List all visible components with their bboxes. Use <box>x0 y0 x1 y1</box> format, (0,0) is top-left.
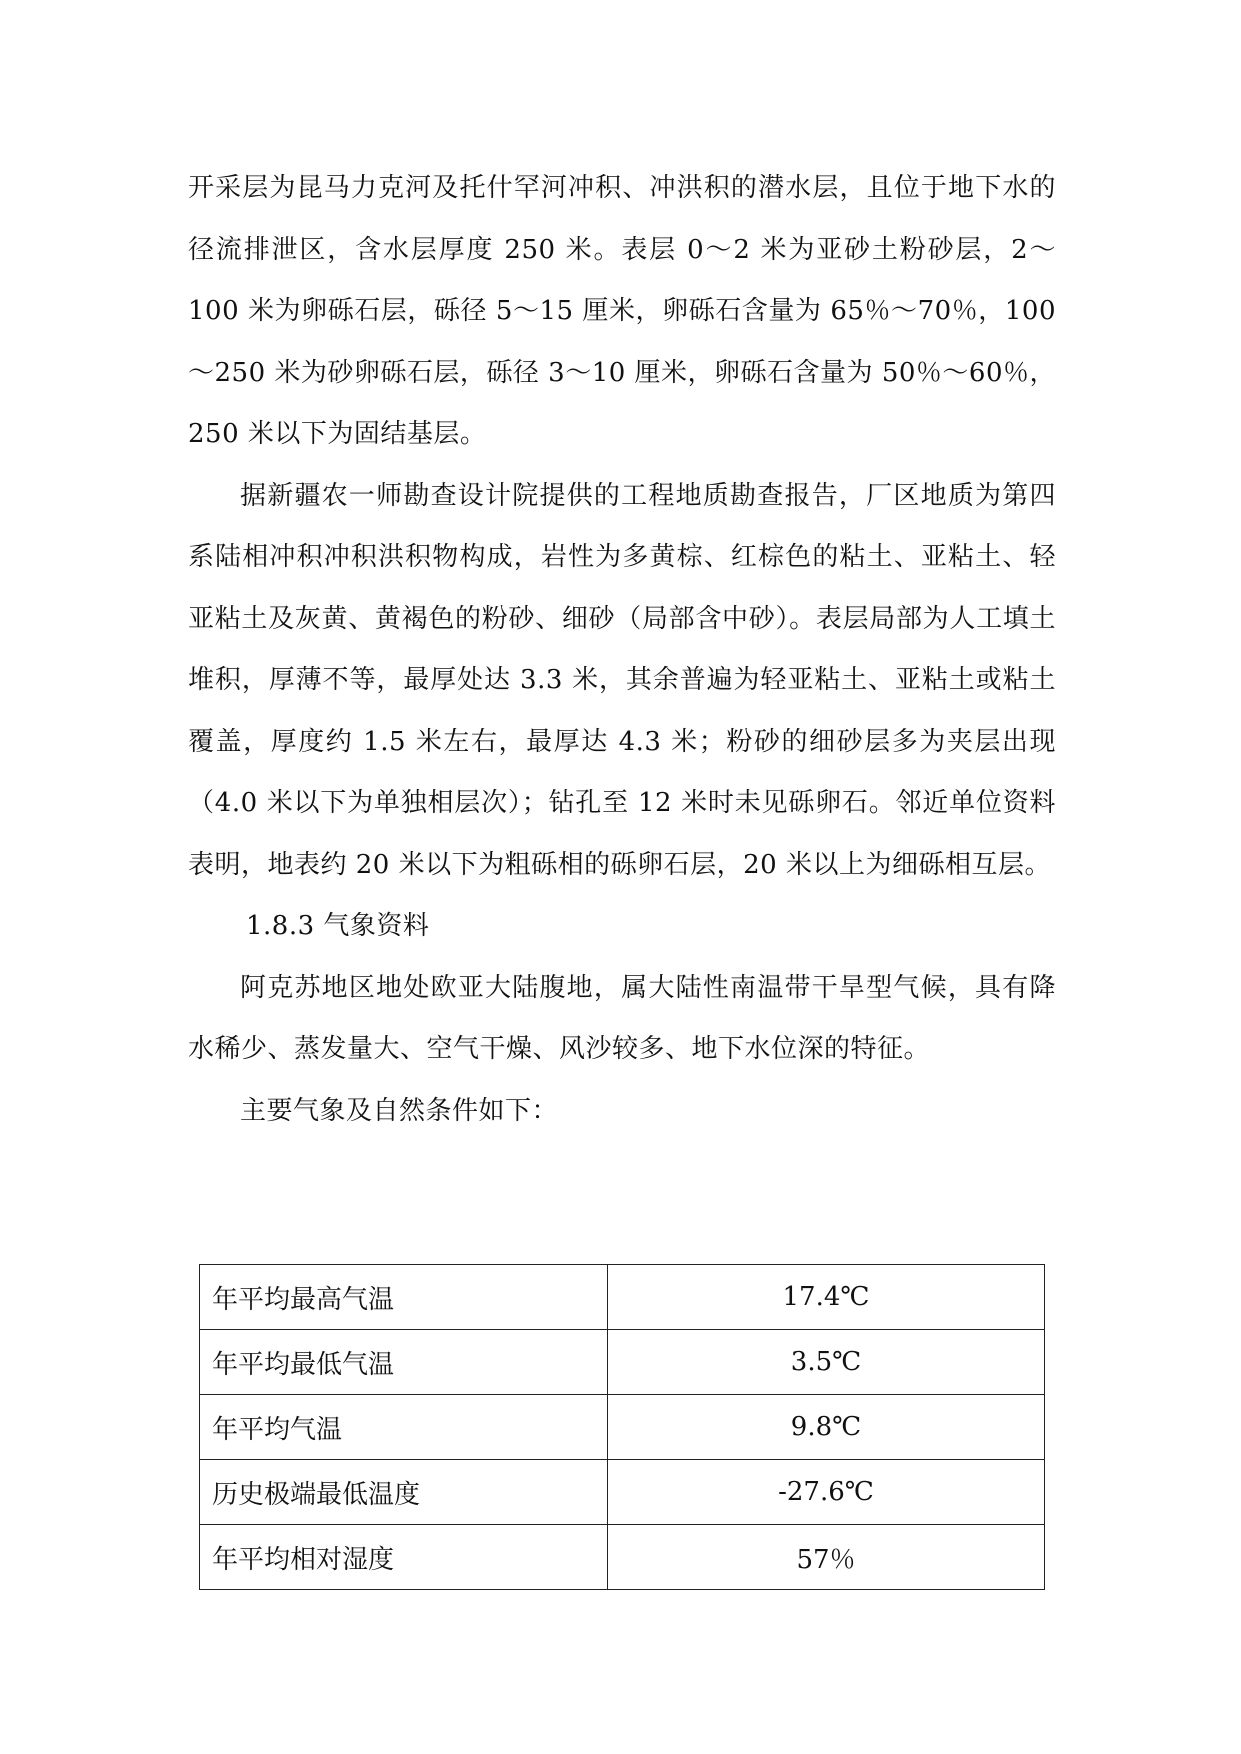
table-row <box>200 1330 1045 1395</box>
section-heading: 1.8.3 气象资料 <box>246 911 430 941</box>
row-label: 年平均最低气温 <box>200 1330 608 1395</box>
paragraph-geology: 据新疆农一师勘查设计院提供的工程地质勘查报告，厂区地质为第四系陆相冲积冲积洪积物构成，岩性为多黄棕、红棕色的粘土、亚粘土、轻亚粘土及灰黄、黄褐色的粉砂、细砂（局部含中砂）。表层局部为人工填土堆积，厚薄不等，最厚处达 3.3 米，其余普遍为轻亚粘土、亚粘土或粘土覆盖，厚度约 1.5 米左右，最厚达 4.3 米；粉砂的细砂层多为夹层出现（4.0 米以下为单独相层次）；钻孔至 12 米时未见砾卵石。邻近单位资料表明，地表约 20 米以下为粗砾相的砾卵石层，20 米以上为细砾相互层。 <box>188 480 1056 880</box>
climate-table <box>199 1264 1045 1590</box>
paragraph-aquifer: 开采层为昆马力克河及托什罕河冲积、冲洪积的潜水层，且位于地下水的径流排泄区，含水层厚度 250 米。表层 0～2 米为亚砂土粉砂层，2～100 米为卵砾石层，砾径 5～15 厘米，卵砾石含量为 65％～70％，100～250 米为砂卵砾石层，砾径 3～10 厘米，卵砾石含量为 50％～60％，250 米以下为固结基层。 <box>188 173 1056 449</box>
row-value: -27.6℃ <box>608 1460 1045 1525</box>
row-value: 9.8℃ <box>608 1395 1045 1460</box>
table-row <box>200 1525 1045 1590</box>
row-value: 3.5℃ <box>608 1330 1045 1395</box>
table-row <box>200 1460 1045 1525</box>
row-value: 57％ <box>608 1525 1045 1590</box>
body-text <box>188 158 1056 1142</box>
table-row <box>200 1395 1045 1460</box>
table-row <box>200 1265 1045 1330</box>
row-value: 17.4℃ <box>608 1265 1045 1330</box>
table-intro: 主要气象及自然条件如下： <box>240 1095 559 1126</box>
row-label: 年平均最高气温 <box>200 1265 608 1330</box>
row-label: 年平均相对湿度 <box>200 1525 608 1590</box>
row-label: 年平均气温 <box>200 1395 608 1460</box>
paragraph-climate: 阿克苏地区地处欧亚大陆腹地，属大陆性南温带干旱型气候，具有降水稀少、蒸发量大、空气干燥、风沙较多、地下水位深的特征。 <box>188 972 1056 1064</box>
row-label: 历史极端最低温度 <box>200 1460 608 1525</box>
